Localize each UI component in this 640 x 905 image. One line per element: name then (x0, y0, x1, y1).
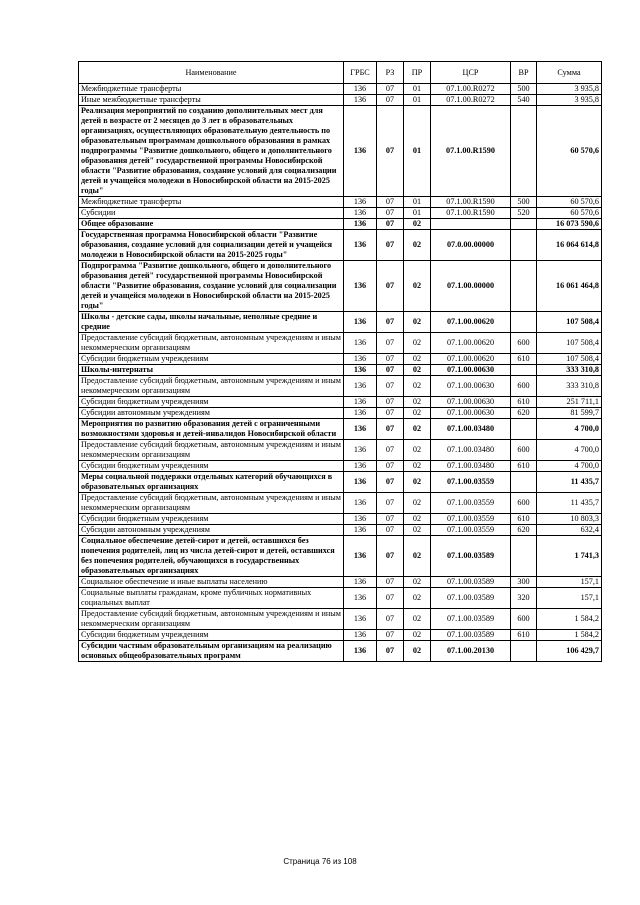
cell-vr: 610 (511, 461, 537, 472)
cell-name: Школы-интернаты (79, 365, 344, 376)
cell-csr: 07.1.00.03589 (431, 630, 511, 641)
cell-pr: 01 (404, 208, 431, 219)
cell-pr: 02 (404, 461, 431, 472)
cell-name: Социальное обеспечение и иные выплаты населению (79, 577, 344, 588)
cell-csr: 07.1.00.00620 (431, 354, 511, 365)
cell-csr: 07.1.00.03480 (431, 419, 511, 440)
table-row (79, 219, 602, 230)
cell-pr: 01 (404, 197, 431, 208)
cell-rz: 07 (377, 95, 404, 106)
table-body (79, 84, 602, 662)
cell-rz: 07 (377, 106, 404, 197)
cell-pr: 02 (404, 440, 431, 461)
cell-vr (511, 472, 537, 493)
cell-name: Межбюджетные трансферты (79, 84, 344, 95)
cell-vr: 620 (511, 408, 537, 419)
table-row (79, 536, 602, 577)
cell-sum: 4 700,0 (537, 419, 602, 440)
cell-grbs: 136 (344, 609, 377, 630)
cell-vr: 600 (511, 333, 537, 354)
cell-rz: 07 (377, 261, 404, 312)
cell-grbs: 136 (344, 408, 377, 419)
cell-pr: 02 (404, 630, 431, 641)
cell-vr: 500 (511, 197, 537, 208)
table-row (79, 397, 602, 408)
cell-rz: 07 (377, 333, 404, 354)
table-row (79, 106, 602, 197)
cell-sum: 4 700,0 (537, 440, 602, 461)
cell-rz: 07 (377, 84, 404, 95)
cell-grbs: 136 (344, 588, 377, 609)
cell-name: Предоставление субсидий бюджетным, автономным учреждениям и иным некоммерческим организациям (79, 609, 344, 630)
table-row (79, 472, 602, 493)
cell-rz: 07 (377, 461, 404, 472)
cell-name: Государственная программа Новосибирской области "Развитие образования, создание условий для социализации детей и учащейся молодежи в Новосибирской области на 2015-2025 годы" (79, 230, 344, 261)
cell-sum: 107 508,4 (537, 312, 602, 333)
cell-sum: 60 570,6 (537, 197, 602, 208)
page-number: Страница 76 из 108 (283, 857, 357, 866)
header-row (79, 62, 602, 84)
table-row (79, 588, 602, 609)
cell-pr: 02 (404, 261, 431, 312)
cell-sum: 157,1 (537, 577, 602, 588)
cell-rz: 07 (377, 472, 404, 493)
cell-grbs: 136 (344, 419, 377, 440)
cell-vr (511, 419, 537, 440)
cell-rz: 07 (377, 365, 404, 376)
cell-name: Субсидии (79, 208, 344, 219)
cell-rz: 07 (377, 514, 404, 525)
cell-vr (511, 536, 537, 577)
cell-sum: 11 435,7 (537, 472, 602, 493)
cell-vr (511, 219, 537, 230)
cell-grbs: 136 (344, 397, 377, 408)
cell-vr (511, 261, 537, 312)
cell-pr: 02 (404, 312, 431, 333)
cell-grbs: 136 (344, 230, 377, 261)
cell-vr: 520 (511, 208, 537, 219)
cell-csr: 07.1.00.03559 (431, 472, 511, 493)
table-row (79, 525, 602, 536)
table-row (79, 354, 602, 365)
cell-sum: 632,4 (537, 525, 602, 536)
cell-rz: 07 (377, 312, 404, 333)
table-row (79, 312, 602, 333)
cell-grbs: 136 (344, 630, 377, 641)
table-row (79, 641, 602, 662)
cell-pr: 02 (404, 514, 431, 525)
cell-sum: 107 508,4 (537, 354, 602, 365)
cell-vr: 620 (511, 525, 537, 536)
cell-pr: 02 (404, 493, 431, 514)
cell-rz: 07 (377, 577, 404, 588)
cell-sum: 251 711,1 (537, 397, 602, 408)
cell-csr: 07.1.00.20130 (431, 641, 511, 662)
cell-csr: 07.1.00.R1590 (431, 197, 511, 208)
cell-sum: 157,1 (537, 588, 602, 609)
cell-pr: 02 (404, 525, 431, 536)
cell-pr: 02 (404, 419, 431, 440)
cell-grbs: 136 (344, 376, 377, 397)
cell-grbs: 136 (344, 261, 377, 312)
cell-sum: 107 508,4 (537, 333, 602, 354)
cell-vr: 540 (511, 95, 537, 106)
cell-grbs: 136 (344, 525, 377, 536)
cell-vr (511, 106, 537, 197)
cell-pr: 02 (404, 230, 431, 261)
header-name: Наименование (79, 62, 344, 84)
cell-name: Субсидии автономным учреждениям (79, 408, 344, 419)
cell-rz: 07 (377, 630, 404, 641)
budget-table (78, 61, 602, 662)
cell-name: Социальные выплаты гражданам, кроме публичных нормативных социальных выплат (79, 588, 344, 609)
cell-sum: 106 429,7 (537, 641, 602, 662)
cell-rz: 07 (377, 641, 404, 662)
cell-grbs: 136 (344, 197, 377, 208)
cell-rz: 07 (377, 408, 404, 419)
cell-grbs: 136 (344, 333, 377, 354)
cell-rz: 07 (377, 208, 404, 219)
cell-rz: 07 (377, 354, 404, 365)
table-row (79, 408, 602, 419)
cell-name: Субсидии бюджетным учреждениям (79, 514, 344, 525)
table-header (79, 62, 602, 84)
cell-name: Субсидии бюджетным учреждениям (79, 354, 344, 365)
header-pr: ПР (404, 62, 431, 84)
cell-pr: 02 (404, 376, 431, 397)
cell-name: Меры социальной поддержки отдельных категорий обучающихся в образовательных организациях (79, 472, 344, 493)
header-grbs: ГРБС (344, 62, 377, 84)
table-row (79, 333, 602, 354)
cell-vr (511, 312, 537, 333)
cell-pr: 02 (404, 536, 431, 577)
cell-sum: 333 310,8 (537, 376, 602, 397)
table-row (79, 261, 602, 312)
table-row (79, 376, 602, 397)
cell-vr: 600 (511, 609, 537, 630)
cell-csr: 07.1.00.00630 (431, 408, 511, 419)
cell-csr: 07.1.00.R0272 (431, 84, 511, 95)
cell-grbs: 136 (344, 106, 377, 197)
cell-csr: 07.1.00.03559 (431, 514, 511, 525)
cell-pr: 02 (404, 577, 431, 588)
cell-name: Субсидии бюджетным учреждениям (79, 630, 344, 641)
cell-sum: 81 599,7 (537, 408, 602, 419)
table-row (79, 630, 602, 641)
header-sum: Сумма (537, 62, 602, 84)
cell-name: Мероприятия по развитию образования детей с ограниченными возможностями здоровья и детей-инвалидов Новосибирской области (79, 419, 344, 440)
cell-name: Школы - детские сады, школы начальные, неполные средние и средние (79, 312, 344, 333)
cell-pr: 02 (404, 354, 431, 365)
header-vr: ВР (511, 62, 537, 84)
cell-name: Общее образование (79, 219, 344, 230)
cell-sum: 1 584,2 (537, 609, 602, 630)
cell-name: Субсидии бюджетным учреждениям (79, 461, 344, 472)
cell-name: Субсидии автономным учреждениям (79, 525, 344, 536)
table-row (79, 230, 602, 261)
table-row (79, 514, 602, 525)
cell-name: Предоставление субсидий бюджетным, автономным учреждениям и иным некоммерческим организациям (79, 376, 344, 397)
cell-grbs: 136 (344, 84, 377, 95)
table-row (79, 609, 602, 630)
cell-grbs: 136 (344, 641, 377, 662)
cell-vr (511, 365, 537, 376)
cell-sum: 3 935,8 (537, 84, 602, 95)
table-row (79, 461, 602, 472)
cell-name: Субсидии частным образовательным организациям на реализацию основных общеобразовательных программ (79, 641, 344, 662)
cell-vr: 600 (511, 493, 537, 514)
cell-pr: 01 (404, 84, 431, 95)
cell-grbs: 136 (344, 95, 377, 106)
cell-csr: 07.1.00.00620 (431, 312, 511, 333)
cell-rz: 07 (377, 419, 404, 440)
cell-csr: 07.1.00.03589 (431, 588, 511, 609)
cell-grbs: 136 (344, 312, 377, 333)
cell-csr: 07.0.00.00000 (431, 230, 511, 261)
cell-grbs: 136 (344, 365, 377, 376)
cell-rz: 07 (377, 609, 404, 630)
cell-rz: 07 (377, 440, 404, 461)
table-row (79, 197, 602, 208)
cell-sum: 333 310,8 (537, 365, 602, 376)
cell-csr: 07.1.00.03589 (431, 577, 511, 588)
cell-grbs: 136 (344, 208, 377, 219)
cell-vr: 610 (511, 514, 537, 525)
table-row (79, 440, 602, 461)
table-row (79, 95, 602, 106)
cell-sum: 16 064 614,8 (537, 230, 602, 261)
cell-rz: 07 (377, 219, 404, 230)
table-row (79, 419, 602, 440)
cell-vr: 500 (511, 84, 537, 95)
cell-sum: 1 584,2 (537, 630, 602, 641)
table-row (79, 84, 602, 95)
cell-pr: 01 (404, 106, 431, 197)
cell-grbs: 136 (344, 493, 377, 514)
cell-sum: 1 741,3 (537, 536, 602, 577)
cell-csr: 07.1.00.03559 (431, 493, 511, 514)
cell-sum: 3 935,8 (537, 95, 602, 106)
cell-vr: 610 (511, 630, 537, 641)
cell-rz: 07 (377, 376, 404, 397)
cell-csr: 07.1.00.00630 (431, 365, 511, 376)
cell-vr: 600 (511, 440, 537, 461)
table-row (79, 208, 602, 219)
cell-vr: 320 (511, 588, 537, 609)
cell-grbs: 136 (344, 354, 377, 365)
cell-csr: 07.1.00.00630 (431, 376, 511, 397)
header-rz: РЗ (377, 62, 404, 84)
cell-grbs: 136 (344, 461, 377, 472)
cell-vr: 300 (511, 577, 537, 588)
cell-rz: 07 (377, 397, 404, 408)
cell-rz: 07 (377, 493, 404, 514)
cell-name: Предоставление субсидий бюджетным, автономным учреждениям и иным некоммерческим организациям (79, 493, 344, 514)
cell-vr (511, 230, 537, 261)
cell-pr: 02 (404, 365, 431, 376)
cell-csr: 07.1.00.R1590 (431, 106, 511, 197)
cell-name: Предоставление субсидий бюджетным, автономным учреждениям и иным некоммерческим организациям (79, 440, 344, 461)
cell-vr: 610 (511, 354, 537, 365)
cell-sum: 4 700,0 (537, 461, 602, 472)
cell-pr: 01 (404, 95, 431, 106)
cell-csr: 07.1.00.03589 (431, 609, 511, 630)
cell-csr: 07.1.00.03559 (431, 525, 511, 536)
cell-rz: 07 (377, 197, 404, 208)
table-row (79, 577, 602, 588)
cell-grbs: 136 (344, 514, 377, 525)
cell-pr: 02 (404, 588, 431, 609)
cell-csr: 07.1.00.00000 (431, 261, 511, 312)
cell-pr: 02 (404, 408, 431, 419)
cell-pr: 02 (404, 609, 431, 630)
cell-csr: 07.1.00.00630 (431, 397, 511, 408)
cell-name: Субсидии бюджетным учреждениям (79, 397, 344, 408)
cell-csr: 07.1.00.R0272 (431, 95, 511, 106)
cell-pr: 02 (404, 641, 431, 662)
cell-name: Подпрограмма "Развитие дошкольного, общего и дополнительного образования детей" государственной программы Новосибирской области "Развитие образования, создание условий для социализации детей и учащейся молодежи в Новосибирской области на 2015-2025 годы" (79, 261, 344, 312)
cell-rz: 07 (377, 536, 404, 577)
cell-csr: 07.1.00.03480 (431, 461, 511, 472)
cell-name: Межбюджетные трансферты (79, 197, 344, 208)
cell-rz: 07 (377, 525, 404, 536)
header-csr: ЦСР (431, 62, 511, 84)
cell-csr: 07.1.00.R1590 (431, 208, 511, 219)
cell-csr: 07.1.00.03589 (431, 536, 511, 577)
cell-name: Предоставление субсидий бюджетным, автономным учреждениям и иным некоммерческим организациям (79, 333, 344, 354)
cell-sum: 60 570,6 (537, 106, 602, 197)
cell-sum: 10 803,3 (537, 514, 602, 525)
cell-vr: 600 (511, 376, 537, 397)
cell-sum: 16 073 590,6 (537, 219, 602, 230)
table-row (79, 365, 602, 376)
cell-pr: 02 (404, 333, 431, 354)
cell-pr: 02 (404, 472, 431, 493)
cell-name: Социальное обеспечение детей-сирот и детей, оставшихся без попечения родителей, лиц из числа детей-сирот и детей, оставшихся без попечения родителей, обучающихся в государственных образовательных организациях (79, 536, 344, 577)
cell-sum: 16 061 464,8 (537, 261, 602, 312)
cell-grbs: 136 (344, 440, 377, 461)
cell-sum: 60 570,6 (537, 208, 602, 219)
cell-name: Реализация мероприятий по созданию дополнительных мест для детей в возрасте от 2 месяцев до 3 лет в образовательных организациях, осуществляющих образовательную деятельность по образовательным программам дошкольного образования в рамках подпрограммы "Развитие дошкольного, общего и дополнительного образования детей" государственной программы Новосибирской области "Развитие образования, создание условий для социализации детей и учащейся молодежи в Новосибирской области на 2015-2025 годы" (79, 106, 344, 197)
cell-vr (511, 641, 537, 662)
cell-vr: 610 (511, 397, 537, 408)
cell-csr (431, 219, 511, 230)
cell-sum: 11 435,7 (537, 493, 602, 514)
cell-grbs: 136 (344, 219, 377, 230)
cell-pr: 02 (404, 397, 431, 408)
cell-pr: 02 (404, 219, 431, 230)
cell-grbs: 136 (344, 472, 377, 493)
cell-rz: 07 (377, 230, 404, 261)
cell-grbs: 136 (344, 577, 377, 588)
cell-name: Иные межбюджетные трансферты (79, 95, 344, 106)
cell-rz: 07 (377, 588, 404, 609)
cell-csr: 07.1.00.03480 (431, 440, 511, 461)
table-row (79, 493, 602, 514)
cell-csr: 07.1.00.00620 (431, 333, 511, 354)
cell-grbs: 136 (344, 536, 377, 577)
